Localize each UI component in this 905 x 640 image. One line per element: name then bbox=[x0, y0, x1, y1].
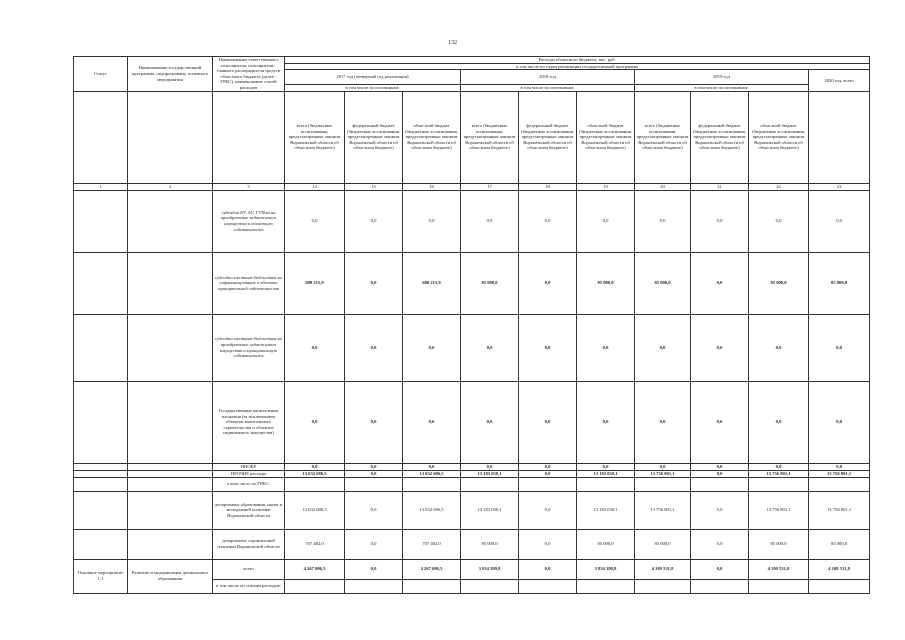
cell-value: 85 000,0 bbox=[461, 529, 519, 559]
cell-value: 0,0 bbox=[691, 463, 749, 470]
cell-value: 0,0 bbox=[691, 381, 749, 463]
cell-value: 0,0 bbox=[691, 190, 749, 252]
cell-value: 0,0 bbox=[461, 381, 519, 463]
cell-value: 85 000,0 bbox=[749, 529, 809, 559]
cell-value: 13 756 801,1 bbox=[749, 491, 809, 529]
cell-value: 4 267 086,5 bbox=[403, 559, 461, 579]
cell-value: 0,0 bbox=[285, 463, 345, 470]
row-label: НИОКР bbox=[213, 463, 285, 470]
cell-value: 13 183 030,1 bbox=[461, 470, 519, 477]
cell-value: 0,0 bbox=[519, 529, 577, 559]
header-year-2019: 2019 год bbox=[635, 70, 809, 85]
cell-value: 0,0 bbox=[577, 381, 635, 463]
col-number: 21 bbox=[691, 183, 749, 190]
col-number: 16 bbox=[403, 183, 461, 190]
row-label: департамент строительной политики Воронежской области bbox=[213, 529, 285, 559]
cell-value: 13 632 686,5 bbox=[285, 470, 345, 477]
header-federal-2019: федеральный бюджет (бюджетные ассигнования, предусмотренные законом Воронежской области об областном бюджете) bbox=[691, 91, 749, 183]
cell-value: 0,0 bbox=[285, 190, 345, 252]
header-federal-2017: федеральный бюджет (бюджетные ассигнования, предусмотренные законом Воронежской области об областном бюджете) bbox=[345, 91, 403, 183]
table-row bbox=[74, 477, 870, 491]
cell-value: 0,0 bbox=[519, 252, 577, 314]
cell-value: 13 756 801,1 bbox=[809, 470, 870, 477]
event-status: Основное мероприятие 1.1 bbox=[74, 559, 128, 593]
cell-value: 13 632 686,5 bbox=[403, 470, 461, 477]
cell-value: 0,0 bbox=[809, 381, 870, 463]
cell-value: 13 756 801,1 bbox=[635, 470, 691, 477]
cell-value: 0,0 bbox=[519, 470, 577, 477]
row-label: в том числе по ГРБС: bbox=[213, 477, 285, 491]
cell-value: 0,0 bbox=[577, 463, 635, 470]
cell-value: 0,0 bbox=[635, 190, 691, 252]
table-row bbox=[74, 470, 870, 477]
cell-value: 85 000,0 bbox=[809, 252, 870, 314]
cell-value: 0,0 bbox=[749, 314, 809, 381]
cell-value: 13 183 030,1 bbox=[461, 491, 519, 529]
cell-value: 85 000,0 bbox=[577, 529, 635, 559]
cell-value: 0,0 bbox=[345, 314, 403, 381]
cell-value: 0,0 bbox=[345, 463, 403, 470]
cell-value: 85 000,0 bbox=[635, 252, 691, 314]
cell-value: 85 000,0 bbox=[461, 252, 519, 314]
cell-value: 0,0 bbox=[519, 559, 577, 579]
cell-value: 0,0 bbox=[809, 190, 870, 252]
col-number: 19 bbox=[577, 183, 635, 190]
table-row bbox=[74, 190, 870, 252]
col-number: 2 bbox=[128, 183, 213, 190]
cell-value: 0,0 bbox=[345, 190, 403, 252]
cell-value: 0,0 bbox=[461, 190, 519, 252]
header-program-name: Наименование государственной программы, подпрограммы, основного мероприятия bbox=[128, 57, 213, 92]
cell-value: 707 482,0 bbox=[403, 529, 461, 559]
col-number: 1 bbox=[74, 183, 128, 190]
page-number: 132 bbox=[448, 40, 457, 46]
table-row bbox=[74, 559, 870, 579]
cell-value: 0,0 bbox=[345, 491, 403, 529]
table-row bbox=[74, 463, 870, 470]
row-label: ПРОЧИЕ расходы bbox=[213, 470, 285, 477]
cell-value: 85 000,0 bbox=[635, 529, 691, 559]
cell-value: 0,0 bbox=[403, 381, 461, 463]
cell-value: 13 632 686,5 bbox=[403, 491, 461, 529]
cell-value: 13 756 801,1 bbox=[635, 491, 691, 529]
cell-value: 0,0 bbox=[345, 559, 403, 579]
header-federal-2018: федеральный бюджет (бюджетные ассигнования, предусмотренные законом Воронежской области об областном бюджете) bbox=[519, 91, 577, 183]
table-row bbox=[74, 252, 870, 314]
header-regional-2019: областной бюджет (бюджетные ассигнования, предусмотренные законом Воронежской области об областном бюджете) bbox=[749, 91, 809, 183]
cell-value: 0,0 bbox=[519, 491, 577, 529]
cell-value: 0,0 bbox=[519, 314, 577, 381]
cell-value: 0,0 bbox=[345, 252, 403, 314]
col-number: 17 bbox=[461, 183, 519, 190]
row-label: Государственные капитальные вложения (за исключением объектов капитального строительства и объектов недвижимого имущества) bbox=[213, 381, 285, 463]
header-regional-2018: областной бюджет (бюджетные ассигнования, предусмотренные законом Воронежской области об областном бюджете) bbox=[577, 91, 635, 183]
cell-value: 0,0 bbox=[403, 314, 461, 381]
cell-value: 85 000,0 bbox=[749, 252, 809, 314]
header-year-2018: 2018 год bbox=[461, 70, 635, 85]
cell-value: 0,0 bbox=[461, 314, 519, 381]
cell-value: 13 183 030,1 bbox=[577, 491, 635, 529]
col-number: 20 bbox=[635, 183, 691, 190]
table-row bbox=[74, 529, 870, 559]
cell-value: 3 934 399,8 bbox=[577, 559, 635, 579]
header-year-2020: 2020 год, всего bbox=[809, 70, 870, 91]
cell-value: 4 109 531,8 bbox=[809, 559, 870, 579]
col-number: 22 bbox=[749, 183, 809, 190]
cell-value: 680 215,9 bbox=[285, 252, 345, 314]
row-label: субсидии БУ, АУ, ГУПам на приобретение недвижимого имущества в областную собственность bbox=[213, 190, 285, 252]
header-by-years: в том числе по годам реализации государственной программы bbox=[285, 63, 870, 70]
cell-value: 4 267 086,5 bbox=[285, 559, 345, 579]
cell-value: 0,0 bbox=[691, 314, 749, 381]
cell-value: 0,0 bbox=[809, 314, 870, 381]
header-total-2017: всего (бюджетные ассигнования, предусмотренные законом Воронежской области об областном бюджете) bbox=[285, 91, 345, 183]
cell-value: 0,0 bbox=[577, 314, 635, 381]
cell-value: 0,0 bbox=[749, 381, 809, 463]
cell-value: 0,0 bbox=[691, 559, 749, 579]
cell-value: 0,0 bbox=[691, 252, 749, 314]
cell-value: 0,0 bbox=[691, 529, 749, 559]
row-label: всего bbox=[213, 559, 285, 579]
cell-value: 0,0 bbox=[403, 463, 461, 470]
cell-value: 707 482,0 bbox=[285, 529, 345, 559]
row-label: субсидии местным бюджетам на приобретение недвижимого имущества в муниципальную собственность bbox=[213, 314, 285, 381]
budget-table bbox=[73, 56, 870, 594]
cell-value: 85 000,0 bbox=[809, 529, 870, 559]
cell-value: 0,0 bbox=[519, 190, 577, 252]
col-number: 18 bbox=[519, 183, 577, 190]
cell-value: 13 756 801,1 bbox=[809, 491, 870, 529]
header-sources-2018: в том числе по источникам: bbox=[461, 84, 635, 91]
header-total-2018: всего (бюджетные ассигнования, предусмотренные законом Воронежской области об областном бюджете) bbox=[461, 91, 519, 183]
cell-value: 0,0 bbox=[519, 381, 577, 463]
cell-value: 0,0 bbox=[749, 190, 809, 252]
cell-value: 0,0 bbox=[635, 463, 691, 470]
cell-value: 13 632 686,5 bbox=[285, 491, 345, 529]
cell-value: 0,0 bbox=[345, 470, 403, 477]
header-executor: Наименование ответственного исполнителя, исполнителя - главного распорядителя средств областного бюджета (далее - ГРБС), наименование статей расходов bbox=[213, 57, 285, 92]
header-total-2019: всего (бюджетные ассигнования, предусмотренные законом Воронежской области об областном бюджете) bbox=[635, 91, 691, 183]
header-sources-2019: в том числе по источникам: bbox=[635, 84, 809, 91]
col-number: 15 bbox=[345, 183, 403, 190]
row-label: субсидии местным бюджетам на софинансирование в объекты муниципальной собственности bbox=[213, 252, 285, 314]
cell-value: 13 183 030,1 bbox=[577, 470, 635, 477]
cell-value: 0,0 bbox=[749, 463, 809, 470]
row-label: в том числе по статьям расходов: bbox=[213, 579, 285, 593]
cell-value: 0,0 bbox=[635, 381, 691, 463]
cell-value: 13 756 801,1 bbox=[749, 470, 809, 477]
header-status: Статус bbox=[74, 57, 128, 92]
column-numbers-row bbox=[74, 183, 870, 190]
cell-value: 0,0 bbox=[461, 463, 519, 470]
cell-value: 0,0 bbox=[285, 314, 345, 381]
table-row bbox=[74, 314, 870, 381]
cell-value: 0,0 bbox=[577, 190, 635, 252]
cell-value: 0,0 bbox=[691, 470, 749, 477]
cell-value: 0,0 bbox=[691, 491, 749, 529]
cell-value: 0,0 bbox=[519, 463, 577, 470]
col-number: 14 bbox=[285, 183, 345, 190]
cell-value: 0,0 bbox=[635, 314, 691, 381]
cell-value: 0,0 bbox=[285, 381, 345, 463]
cell-value: 0,0 bbox=[345, 381, 403, 463]
col-number: 23 bbox=[809, 183, 870, 190]
header-regional-2017: областной бюджет (бюджетные ассигнования, предусмотренные законом Воронежской области об областном бюджете) bbox=[403, 91, 461, 183]
cell-value: 680 215,9 bbox=[403, 252, 461, 314]
cell-value: 0,0 bbox=[403, 190, 461, 252]
cell-value: 0,0 bbox=[809, 463, 870, 470]
table-row bbox=[74, 381, 870, 463]
cell-value: 85 000,0 bbox=[577, 252, 635, 314]
row-label: департамент образования, науки и молодежной политики Воронежской области bbox=[213, 491, 285, 529]
header-sources-2017: в том числе по источникам: bbox=[285, 84, 461, 91]
cell-value: 3 934 399,8 bbox=[461, 559, 519, 579]
header-expenses-title: Расходы областного бюджета, тыс. руб. bbox=[285, 57, 870, 64]
cell-value: 4 109 531,8 bbox=[635, 559, 691, 579]
cell-value: 4 109 531,8 bbox=[749, 559, 809, 579]
event-name: Развитие и модернизация дошкольного образования bbox=[128, 559, 213, 593]
cell-value: 0,0 bbox=[345, 529, 403, 559]
header-year-2017: 2017 год (четвертый год реализации) bbox=[285, 70, 461, 85]
table-row bbox=[74, 491, 870, 529]
col-number: 3 bbox=[213, 183, 285, 190]
